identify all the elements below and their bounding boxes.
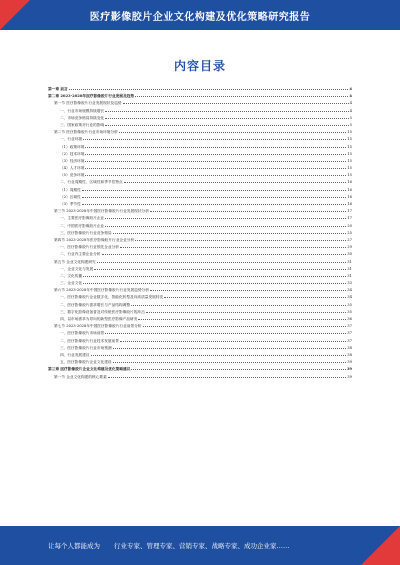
toc-entry[interactable] [48,251,352,258]
page-footer [0,526,400,565]
toc-leader-dots [108,377,347,378]
toc-entry-title: 三、医疗影像胶片行业市场预测 [60,345,112,350]
toc-entry-title: （1）周期性 [60,187,81,192]
toc-entry-title: 第一章 前言 [48,87,68,91]
toc-entry[interactable] [48,244,352,251]
toc-entry-page: 15 [347,130,352,135]
toc-entry[interactable] [48,194,352,201]
toc-entry-page: 39 [347,360,352,365]
toc-leader-dots [85,147,346,148]
toc-leader-dots [123,103,349,104]
toc-leader-dots [105,125,348,126]
page-header [0,0,400,30]
toc-leader-dots [150,211,346,212]
toc-entry-page: 15 [347,137,352,142]
toc-entry-page: 16 [347,194,352,199]
toc-leader-dots [143,326,347,327]
footer-accent-triangle [361,526,400,565]
toc-entry[interactable] [48,144,352,151]
toc-entry[interactable] [48,108,352,115]
toc-entry[interactable] [48,93,352,100]
toc-leader-dots [120,247,346,248]
toc-leader-dots [105,333,346,334]
toc-leader-dots [135,240,346,241]
toc-entry-title: （1）政策环境 [60,144,85,149]
toc-entry[interactable] [48,280,352,287]
toc-entry[interactable] [48,100,352,107]
toc-entry-title: 第二章 2023-2028年医疗影像胶片行业发展及趋势 [48,94,135,99]
toc-entry[interactable] [48,129,352,136]
toc-entry-title: 第七节 2023-2028年中国医疗影像胶片行业前景分析 [54,324,142,329]
toc-leader-dots [85,175,346,176]
toc-entry-title: 三、医疗影像胶片行业竞争格局 [60,230,112,235]
toc-leader-dots [83,139,346,140]
toc-entry-page: 34 [347,295,352,300]
toc-leader-dots [131,369,345,370]
toc-entry-page: 17 [347,209,352,214]
toc-entry-title: 第一节 医疗影像胶片行业发展现状及趋势 [54,101,122,106]
toc-entry-title: （5）竞争环境 [60,173,85,178]
toc-entry-title: 四、行业发展建议 [60,352,90,357]
toc-entry-page: 15 [347,166,352,171]
toc-entry[interactable] [48,201,352,208]
toc-leader-dots [105,218,346,219]
toc-entry-title: 一、企业文化与发展 [60,266,94,271]
toc-entry[interactable] [48,352,352,359]
toc-leader-dots [105,118,348,119]
toc-entry-page: 4 [349,101,352,106]
toc-leader-dots [85,154,346,155]
toc-entry[interactable] [48,223,352,230]
toc-entry-page: 31 [347,259,352,264]
toc-entry[interactable] [48,323,352,330]
toc-entry-title: 第三节 2023-2028年中国医疗影像胶片行业发展现状分析 [54,209,149,214]
toc-entry-title: 四、以市场需求为导向的新型医疗影像产品研发 [60,317,138,321]
toc-entry-title: 一、行业环境 [60,137,83,142]
toc-entry[interactable] [48,316,352,323]
toc-entry[interactable] [48,374,352,381]
toc-entry[interactable] [48,179,352,186]
toc-entry[interactable] [48,302,352,309]
toc-entry-page: 33 [347,281,352,286]
toc-entry[interactable] [48,122,352,129]
toc-entry-page: 25 [347,230,352,235]
toc-entry[interactable] [48,338,352,345]
toc-entry-title: 第五节 企业文化构建研究 [54,259,96,264]
toc-entry[interactable] [48,136,352,143]
toc-entry[interactable] [48,172,352,179]
toc-entry-title: （4）人才环境 [60,166,85,171]
toc-entry-page: 35 [347,302,352,307]
toc-entry-page: 29 [347,245,352,250]
toc-leader-dots [135,96,348,97]
toc-leader-dots [105,226,346,227]
toc-entry-page: 39 [346,367,352,372]
toc-leader-dots [82,204,347,205]
toc-leader-dots [82,190,347,191]
toc-entry[interactable] [48,237,352,244]
toc-entry[interactable] [48,187,352,194]
report-title: 医疗影像胶片企业文化构建及优化策略研究报告 [89,12,311,23]
toc-leader-dots [138,319,346,320]
toc-entry-title: （2）技术环境 [60,151,85,156]
toc-leader-dots [97,262,347,263]
toc-entry-page: 4 [349,108,352,113]
toc-entry-title: 第六节 2023-2028年中国医疗影像胶片行业发展趋势分析 [54,288,149,293]
toc-entry[interactable] [48,208,352,215]
toc-leader-dots [91,355,347,356]
toc-entry-title: 第四节 2023-2028年医疗影像胶片行业企业分析 [54,237,135,242]
toc-entry-page: 34 [347,288,352,293]
toc-entry-title: 三、企业文化 [60,281,83,286]
toc-entry-page: 15 [347,173,352,178]
toc-entry[interactable] [48,86,352,93]
toc-entry-title: 二、医疗影像胶片需求增长与产品结构调整 [60,302,131,307]
toc-entry-page: 36 [347,317,352,321]
table-of-contents [48,86,352,381]
toc-entry[interactable] [48,294,352,301]
toc-entry-title: 三、国家政策对行业的影响 [60,122,105,127]
toc-entry[interactable] [48,345,352,352]
toc-entry-title: （2）区域性 [60,194,81,199]
toc-leader-dots [83,276,346,277]
toc-leader-dots [119,132,346,133]
footer-slogan-a: 让每个人都能成为 [48,542,100,550]
toc-entry-title: 一、主要医疗影像胶片企业 [60,216,105,221]
toc-entry-page: 20 [347,223,352,228]
toc-entry-page: 15 [347,144,352,149]
toc-leader-dots [82,197,347,198]
toc-entry[interactable] [48,366,352,373]
toc-entry-page: 37 [347,324,352,329]
toc-entry-page: 15 [347,158,352,163]
footer-slogan [48,541,290,550]
toc-leader-dots [94,269,346,270]
toc-entry-page: 5 [349,122,352,127]
toc-entry-title: 一、医疗影像胶片市场前景 [60,331,105,336]
toc-entry-title: 第二节 医疗影像胶片行业市场环境分析 [54,130,118,135]
toc-entry-page: 5 [349,115,352,120]
toc-entry-title: 第三章 医疗影像胶片企业文化构建及优化策略建议 [48,367,131,372]
toc-entry-title: 一、医疗影像胶片企业数字化、智能化转型及向高质量发展转变 [60,295,164,300]
toc-leader-dots [120,341,346,342]
toc-entry-title: 第一节 企业文化构建的核心要素 [54,374,107,379]
toc-entry[interactable] [48,309,352,316]
toc-entry-page: 31 [347,266,352,271]
toc-leader-dots [83,283,346,284]
toc-leader-dots [85,161,346,162]
toc-entry[interactable] [48,330,352,337]
toc-entry-page: 37 [347,331,352,336]
toc-entry-title: （3）经济环境 [60,158,85,163]
toc-entry-title: （3）季节性 [60,202,81,206]
toc-entry-title: 二、文化传播 [60,273,83,278]
toc-entry[interactable] [48,259,352,266]
toc-entry-page: 31 [347,273,352,278]
toc-entry[interactable] [48,151,352,158]
toc-leader-dots [69,89,349,90]
toc-entry-page: 38 [347,345,352,350]
toc-entry-title: 二、行业周期性、区域性和季节性特点 [60,180,123,185]
toc-entry[interactable] [48,158,352,165]
toc-entry-page: 16 [347,180,352,185]
toc-entry-page: 35 [347,309,352,314]
toc-entry-title: 五、医疗影像胶片企业文化建设 [60,360,112,365]
toc-entry-title: 二、行业内主要企业分析 [60,252,101,257]
toc-entry[interactable] [48,359,352,366]
toc-entry-title: 二、中国医疗影像胶片企业 [60,223,105,228]
toc-entry-title: 二、医疗影像胶片行业技术发展前景 [60,338,119,343]
toc-entry-page: 17 [347,216,352,221]
toc-entry-page: 4 [349,94,352,99]
toc-leader-dots [113,348,347,349]
toc-entry-page: 30 [347,252,352,257]
toc-leader-dots [113,362,347,363]
toc-entry-page: 39 [347,374,352,379]
toc-entry[interactable] [48,230,352,237]
footer-slogan-b: 行业专家、管理专家、营销专家、战略专家、成功企业家…… [114,542,290,550]
toc-leader-dots [146,312,346,313]
toc-leader-dots [164,297,346,298]
toc-entry-page: 15 [347,151,352,156]
toc-entry[interactable] [48,215,352,222]
toc-leader-dots [105,111,348,112]
toc-leader-dots [113,233,347,234]
toc-entry[interactable] [48,287,352,294]
toc-entry-title: 一、行业市场规模持续增长 [60,108,105,113]
toc-entry-page: 37 [347,338,352,343]
toc-entry[interactable] [48,165,352,172]
toc-entry-page: 16 [347,202,352,206]
toc-leader-dots [150,290,346,291]
toc-entry-title: 一、医疗影像胶片行业领先企业分析 [60,245,119,250]
toc-entry-page: 27 [347,237,352,242]
toc-entry[interactable] [48,115,352,122]
toc-entry[interactable] [48,266,352,273]
toc-leader-dots [131,305,346,306]
toc-leader-dots [124,182,347,183]
toc-entry-page: 38 [347,352,352,357]
toc-entry-page: 16 [347,187,352,192]
toc-leader-dots [85,168,346,169]
toc-entry-title: 三、数字化影像设备普及对传统医疗影像胶片的冲击 [60,309,145,314]
toc-entry[interactable] [48,273,352,280]
toc-heading: 内容目录 [173,59,226,73]
toc-entry-page: 4 [349,87,352,91]
toc-entry-title: 二、市场竞争格局持续变化 [60,115,105,120]
toc-leader-dots [102,254,347,255]
